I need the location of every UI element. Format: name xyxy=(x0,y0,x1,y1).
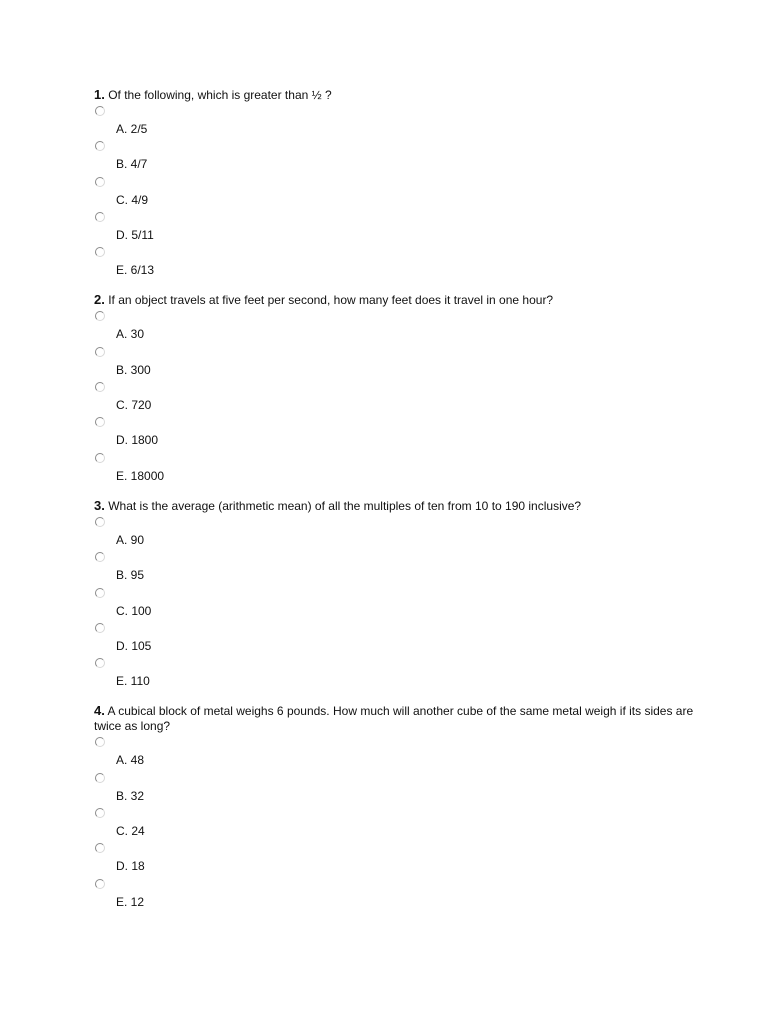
answer-option[interactable] xyxy=(94,417,694,452)
question-number: 1. xyxy=(94,87,105,102)
radio-button[interactable] xyxy=(95,141,105,151)
option-label: A. 48 xyxy=(116,753,145,768)
option-label: C. 24 xyxy=(116,824,145,839)
question-prompt: What is the average (arithmetic mean) of all the multiples of ten from 10 to 190 inclusive? xyxy=(108,498,582,513)
option-label: A. 2/5 xyxy=(116,122,148,136)
answer-option[interactable] xyxy=(94,658,694,693)
question-text xyxy=(94,703,694,734)
question-prompt: Of the following, which is greater than ½ ? xyxy=(108,88,332,102)
option-label: A. 30 xyxy=(116,327,145,342)
option-label: E. 18000 xyxy=(116,468,165,483)
answer-option[interactable] xyxy=(94,843,694,878)
option-label: E. 110 xyxy=(116,674,150,689)
option-label: C. 720 xyxy=(116,398,152,413)
question-prompt: A cubical block of metal weighs 6 pounds. How much will another cube of the same metal weigh if its sides are twice as long? xyxy=(94,704,694,734)
option-label: D. 5/11 xyxy=(116,227,154,242)
option-label: E. 6/13 xyxy=(116,263,155,278)
radio-button[interactable] xyxy=(95,773,105,783)
answer-option[interactable] xyxy=(94,106,694,141)
radio-button[interactable] xyxy=(95,106,105,116)
question-text xyxy=(94,498,694,514)
answer-option[interactable] xyxy=(94,382,694,417)
radio-button[interactable] xyxy=(95,417,105,427)
quiz-container xyxy=(94,87,694,924)
answer-option[interactable] xyxy=(94,879,694,914)
option-label: B. 4/7 xyxy=(116,157,148,172)
answer-option[interactable] xyxy=(94,737,694,772)
question-1 xyxy=(94,87,694,282)
answer-option[interactable] xyxy=(94,588,694,623)
radio-button[interactable] xyxy=(95,552,105,562)
option-label: D. 1800 xyxy=(116,433,159,448)
answer-option[interactable] xyxy=(94,552,694,587)
option-label: C. 4/9 xyxy=(116,192,149,207)
option-label: D. 18 xyxy=(116,859,145,874)
radio-button[interactable] xyxy=(95,517,105,527)
radio-button[interactable] xyxy=(95,177,105,187)
answer-option[interactable] xyxy=(94,212,694,247)
option-label: E. 12 xyxy=(116,894,145,909)
question-4 xyxy=(94,703,694,913)
radio-button[interactable] xyxy=(95,212,105,222)
question-text xyxy=(94,87,694,103)
radio-button[interactable] xyxy=(95,879,105,889)
question-number: 3. xyxy=(94,497,105,513)
option-label: C. 100 xyxy=(116,603,152,618)
answer-option[interactable] xyxy=(94,453,694,488)
option-label: D. 105 xyxy=(116,638,152,653)
answer-option[interactable] xyxy=(94,773,694,808)
answer-option[interactable] xyxy=(94,177,694,212)
radio-button[interactable] xyxy=(95,382,105,392)
radio-button[interactable] xyxy=(95,843,105,853)
question-text xyxy=(94,292,694,308)
answer-option[interactable] xyxy=(94,517,694,552)
question-2 xyxy=(94,292,694,487)
radio-button[interactable] xyxy=(95,737,105,747)
option-label: B. 32 xyxy=(116,788,145,803)
option-label: B. 300 xyxy=(116,362,151,377)
answer-option[interactable] xyxy=(94,347,694,382)
answer-option[interactable] xyxy=(94,311,694,346)
radio-button[interactable] xyxy=(95,453,105,463)
option-label: A. 90 xyxy=(116,532,145,547)
option-label: B. 95 xyxy=(116,568,145,583)
radio-button[interactable] xyxy=(95,247,105,257)
radio-button[interactable] xyxy=(95,808,105,818)
answer-option[interactable] xyxy=(94,247,694,282)
radio-button[interactable] xyxy=(95,588,105,598)
answer-option[interactable] xyxy=(94,623,694,658)
question-number: 2. xyxy=(94,292,105,308)
question-number: 4. xyxy=(94,703,105,719)
answer-option[interactable] xyxy=(94,808,694,843)
radio-button[interactable] xyxy=(95,347,105,357)
question-prompt: If an object travels at five feet per second, how many feet does it travel in one hour? xyxy=(108,293,554,308)
question-3 xyxy=(94,498,694,693)
radio-button[interactable] xyxy=(95,311,105,321)
radio-button[interactable] xyxy=(95,658,105,668)
radio-button[interactable] xyxy=(95,623,105,633)
answer-option[interactable] xyxy=(94,141,694,176)
